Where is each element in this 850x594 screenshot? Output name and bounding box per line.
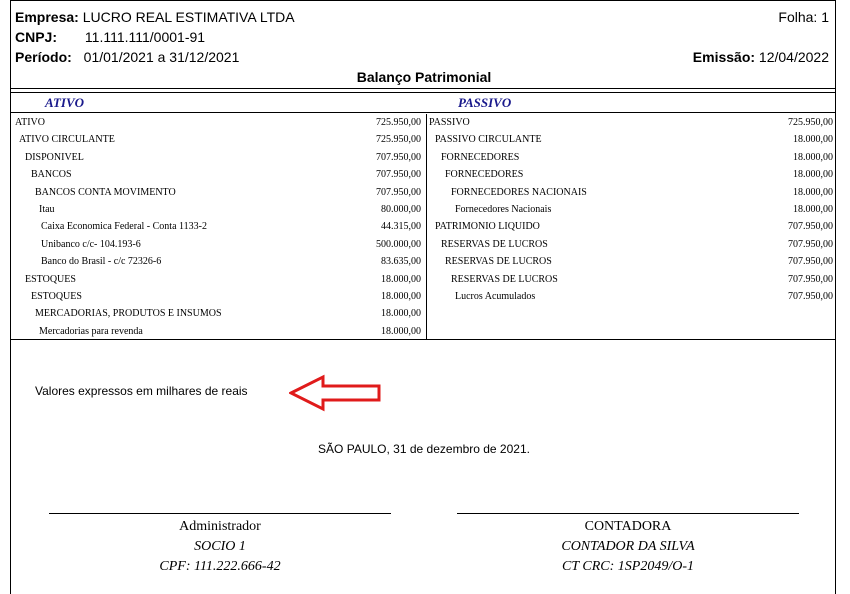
passivo-row-value: 707.950,00: [788, 256, 833, 268]
passivo-row: [429, 184, 833, 201]
cnpj-label: CNPJ:: [15, 29, 58, 45]
passivo-row: [429, 131, 833, 148]
ativo-row: [15, 131, 421, 148]
ativo-row-label: Mercadorias para revenda: [39, 325, 143, 337]
left-arrow-icon: [289, 373, 383, 413]
passivo-row-value: 707.950,00: [788, 291, 833, 302]
signature-line-right: [457, 513, 799, 514]
signature-left-role: Administrador: [179, 519, 261, 534]
place-date: SÃO PAULO, 31 de dezembro de 2021.: [318, 442, 530, 456]
passivo-row-label: RESERVAS DE LUCROS: [445, 256, 552, 268]
ativo-row-label: DISPONIVEL: [25, 151, 84, 163]
passivo-row: [429, 166, 833, 183]
ativo-row-value: 725.950,00: [376, 134, 421, 146]
table-bottom-divider: [11, 339, 835, 340]
periodo-line: [15, 49, 239, 65]
emissao-value: 12/04/2022: [758, 49, 829, 65]
passivo-row-value: 18.000,00: [793, 134, 833, 146]
ativo-row: [15, 114, 421, 131]
passivo-row-label: PASSIVO: [429, 117, 470, 128]
ativo-row-label: Caixa Economica Federal - Conta 1133-2: [41, 221, 207, 233]
ativo-row: [15, 184, 421, 201]
emissao-label: Emissão:: [692, 49, 756, 65]
periodo-label: Período:: [15, 49, 72, 65]
empresa-value: LUCRO REAL ESTIMATIVA LTDA: [82, 9, 295, 25]
ativo-row-value: 707.950,00: [376, 169, 421, 181]
passivo-row-label: RESERVAS DE LUCROS: [441, 238, 548, 250]
empresa-label: Empresa:: [15, 9, 79, 25]
folha-value: 1: [821, 9, 829, 25]
passivo-row-label: PATRIMONIO LIQUIDO: [435, 221, 540, 233]
report-sheet: [10, 0, 836, 594]
ativo-row: [15, 288, 421, 305]
cnpj-line: [15, 29, 205, 45]
ativo-row: [15, 218, 421, 235]
empresa-line: [15, 9, 295, 25]
header-divider: [11, 88, 835, 89]
folha-label: Folha:: [778, 9, 818, 25]
signature-line-left: [49, 513, 391, 514]
emissao-line: [693, 49, 829, 65]
periodo-value: 01/01/2021 a 31/12/2021: [83, 49, 240, 65]
ativo-row-value: 80.000,00: [381, 204, 421, 215]
ativo-row-value: 83.635,00: [381, 256, 421, 268]
passivo-row-label: Fornecedores Nacionais: [455, 204, 552, 215]
passivo-row-value: 707.950,00: [788, 221, 833, 233]
passivo-row-label: Lucros Acumulados: [455, 291, 536, 302]
passivo-row: [429, 114, 833, 131]
passivo-row: [429, 236, 833, 253]
units-note: Valores expressos em milhares de reais: [35, 384, 248, 398]
ativo-row-value: 500.000,00: [376, 238, 421, 250]
ativo-row-value: 18.000,00: [381, 308, 421, 320]
passivo-column-heading: PASSIVO: [458, 95, 512, 110]
passivo-row-value: 18.000,00: [793, 186, 833, 198]
ativo-row: [15, 149, 421, 166]
ativo-row-label: MERCADORIAS, PRODUTOS E INSUMOS: [35, 308, 222, 320]
column-separator: [426, 114, 427, 339]
passivo-row-label: PASSIVO CIRCULANTE: [435, 134, 542, 146]
passivo-row: [429, 271, 833, 288]
ativo-row-value: 707.950,00: [376, 186, 421, 198]
signature-right-role: CONTADORA: [584, 519, 672, 534]
report-title: Balanço Patrimonial: [356, 69, 492, 85]
ativo-row-value: 18.000,00: [381, 325, 421, 337]
passivo-row: [429, 149, 833, 166]
ativo-row-label: Unibanco c/c- 104.193-6: [41, 238, 141, 250]
ativo-row: [15, 305, 421, 322]
passivo-row-value: 18.000,00: [793, 169, 833, 181]
ativo-row-label: Itau: [39, 204, 55, 215]
passivo-row: [429, 288, 833, 305]
ativo-row-label: BANCOS CONTA MOVIMENTO: [35, 186, 176, 198]
passivo-row-value: 18.000,00: [793, 204, 833, 215]
ativo-row-value: 707.950,00: [376, 151, 421, 163]
passivo-row-label: FORNECEDORES NACIONAIS: [451, 186, 587, 198]
passivo-row: [429, 253, 833, 270]
ativo-row-value: 18.000,00: [381, 291, 421, 302]
signature-right-name: CONTADOR DA SILVA: [561, 539, 695, 554]
ativo-row: [15, 323, 421, 340]
ativo-column-heading: ATIVO: [45, 95, 85, 110]
ativo-row: [15, 253, 421, 270]
ativo-row-value: 725.950,00: [376, 117, 421, 128]
header-divider-double: [11, 92, 835, 93]
ativo-row-label: ATIVO CIRCULANTE: [19, 134, 115, 146]
column-heading-divider: [11, 112, 835, 113]
signature-left-name: SOCIO 1: [194, 539, 246, 554]
cnpj-value: 11.111.111/0001-91: [84, 29, 206, 45]
ativo-row: [15, 271, 421, 288]
signature-right-id: CT CRC: 1SP2049/O-1: [562, 559, 694, 574]
ativo-row-label: BANCOS: [31, 169, 72, 181]
passivo-row: [429, 201, 833, 218]
passivo-row: [429, 218, 833, 235]
ativo-row: [15, 166, 421, 183]
ativo-row-label: Banco do Brasil - c/c 72326-6: [41, 256, 162, 268]
ativo-row-label: ESTOQUES: [31, 291, 82, 302]
signature-left-id: CPF: 111.222.666-42: [159, 559, 281, 574]
ativo-row-value: 44.315,00: [381, 221, 421, 233]
ativo-row: [15, 236, 421, 253]
passivo-row-label: FORNECEDORES: [441, 151, 520, 163]
passivo-row-value: 725.950,00: [788, 117, 833, 128]
passivo-row-value: 707.950,00: [788, 273, 833, 285]
ativo-row-value: 18.000,00: [381, 273, 421, 285]
folha-line: [778, 9, 829, 25]
ativo-row-label: ATIVO: [15, 117, 45, 128]
passivo-row-value: 707.950,00: [788, 238, 833, 250]
passivo-row-label: FORNECEDORES: [445, 169, 524, 181]
passivo-row-label: RESERVAS DE LUCROS: [451, 273, 558, 285]
passivo-row-value: 18.000,00: [793, 151, 833, 163]
ativo-row: [15, 201, 421, 218]
ativo-row-label: ESTOQUES: [25, 273, 76, 285]
